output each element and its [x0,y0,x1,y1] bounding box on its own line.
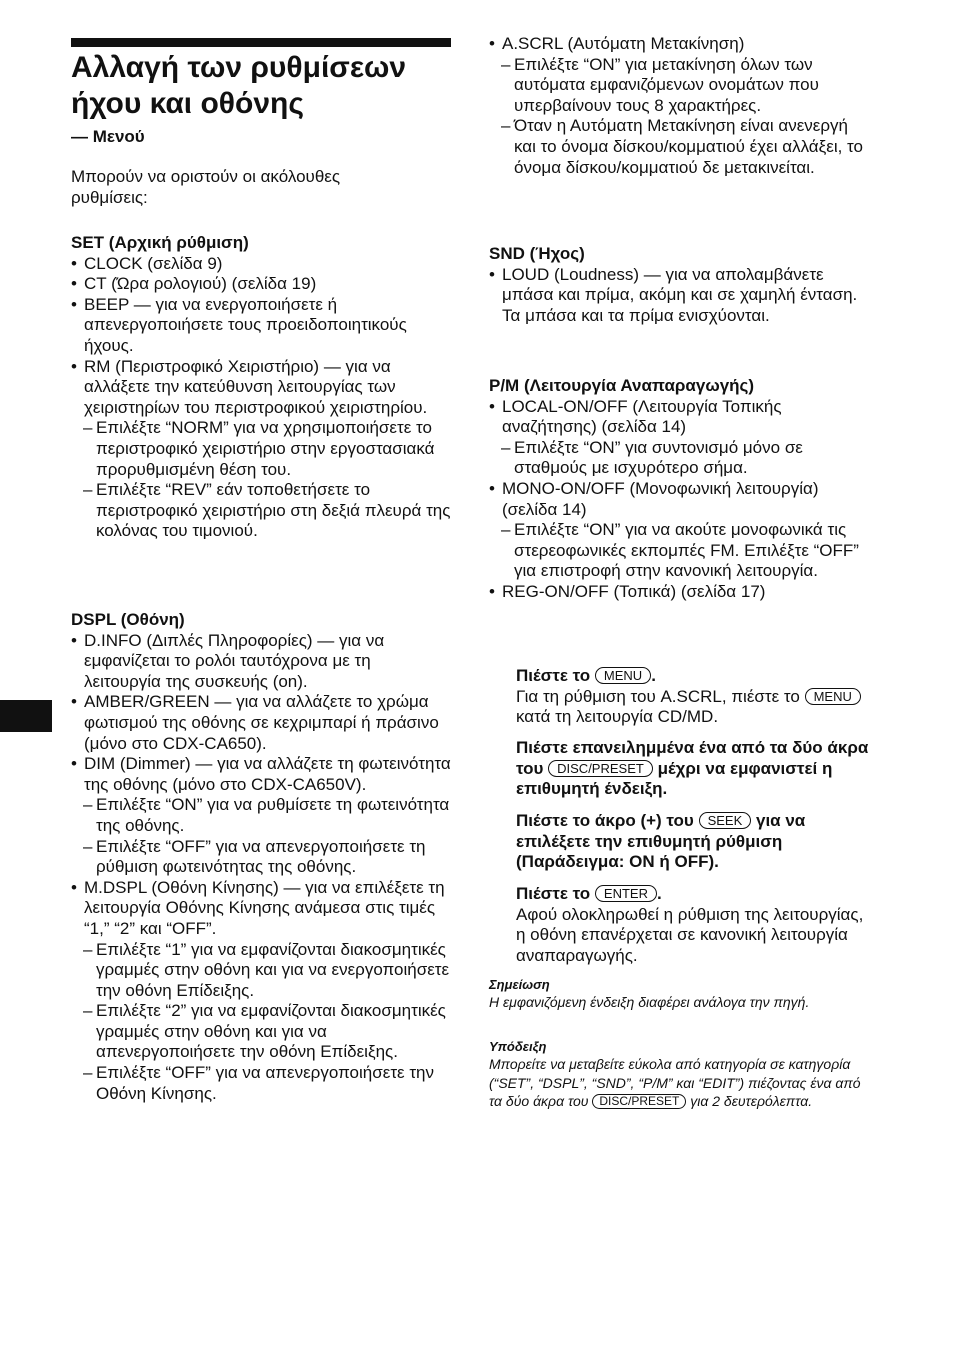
page-title: Αλλαγή των ρυθμίσεων ήχου και οθόνης [71,51,407,120]
list-item: • LOUD (Loudness) — για να απολαμβάνετε μπάσα και πρίμα, ακόμη και σε χαμηλή ένταση. Τα μπάσα και τα πρίμα ενισχύονται. [489,265,874,327]
section-heading-set: SET (Αρχική ρύθμιση) [71,233,249,252]
list-item: • REG-ON/OFF (Τοπικά) (σελίδα 17) [489,582,874,603]
section-heading-dspl: DSPL (Οθόνη) [71,610,185,629]
menu-key-icon: MENU [595,667,651,684]
set-list [71,254,451,542]
list-item: • AMBER/GREEN — για να αλλάζετε το χρώμα φωτισμού της οθόνης σε κεχριμπαρί ή πράσινο (μόνο στο CDX-CA650). [71,692,451,754]
list-item: • BEEP — για να ενεργοποιήσετε ή απενεργοποιήσετε τους προειδοποιητικούς ήχους. [71,295,451,357]
list-item: • CLOCK (σελίδα 9) [71,254,451,275]
disc-preset-key-icon: DISC/PRESET [548,760,653,777]
sub-list-item: – Επιλέξτε “ON” για μετακίνηση όλων των αυτόματα εμφανιζόμενων ονομάτων που υπερβαίνουν τους 8 χαρακτήρες. [489,55,869,117]
step-4: Πιέστε το ENTER . Αφού ολοκληρωθεί η ρύθμιση της λειτουργίας, η οθόνη επανέρχεται σε κανονική λειτουργία αναπαραγωγής. [516,884,864,965]
list-item: • LOCAL-ON/OFF (Λειτουργία Τοπικής αναζήτησης) (σελίδα 14) [489,397,874,438]
list-item: • CT (Ώρα ρολογιού) (σελίδα 19) [71,274,451,295]
list-item: • A.SCRL (Αυτόματη Μετακίνηση) [489,34,869,55]
sub-list-item: – Επιλέξτε “1” για να εμφανίζονται διακοσμητικές γραμμές στην οθόνη και για να ενεργοποιήσετε την οθόνη Επίδειξης. [71,940,451,1002]
note-box [489,976,869,1012]
sub-list-item: – Επιλέξτε “ON” για να ρυθμίσετε τη φωτεινότητα της οθόνης. [71,795,451,836]
sub-list-item: – Όταν η Αυτόματη Μετακίνηση είναι ανενεργή και το όνομα δίσκου/κομματιού έχει αλλάξει, το όνομα δίσκου/κομματιού δε μετακινείται. [489,116,869,178]
step-2: Πιέστε επανειλημμένα ένα από τα δύο άκρα του DISC/PRESET μέχρι να εμφανιστεί η επιθυμητή ένδειξη. [516,738,869,799]
set-section [71,233,451,542]
menu-key-icon: MENU [805,688,861,705]
title-rule [71,38,451,47]
list-item: • D.INFO (Διπλές Πληροφορίες) — για να εμφανίζεται το ρολόι ταυτόχρονα με τη λειτουργία της συσκευής (on). [71,631,451,693]
section-heading-snd: SND (Ήχος) [489,244,585,263]
tip-text: Μπορείτε να μεταβείτε εύκολα από κατηγορία σε κατηγορία (“SET”, “DSPL”, “SND”, “P/M” και “EDIT”) πιέζοντας ένα από τα δύο άκρα του DISC/PRESET για 2 δευτερόλεπτα. [489,1056,861,1109]
list-item: • RM (Περιστροφικό Χειριστήριο) — για να αλλάξετε την κατεύθυνση λειτουργίας των χειριστηρίων του περιστροφικού χειριστηρίου. [71,357,451,419]
sub-list-item: – Επιλέξτε “NORM” για να χρησιμοποιήσετε το περιστροφικό χειριστήριο στην εργοστασιακά προρυθμισμένη θέση του. [71,418,451,480]
list-item: • M.DSPL (Οθόνη Κίνησης) — για να επιλέξετε τη λειτουργία Οθόνης Κίνησης ανάμεσα στις τιμές “1,” “2” και “OFF”. [71,878,451,940]
language-tab-marker [0,700,52,732]
seek-key-icon: SEEK [699,812,752,829]
sub-list-item: – Επιλέξτε “ON” για συντονισμό μόνο σε σταθμούς με ισχυρότερο σήμα. [489,438,874,479]
sub-list-item: – Επιλέξτε “REV” εάν τοποθετήσετε το περιστροφικό χειριστήριο στη δεξιά πλευρά της κολόνας του τιμονιού. [71,480,451,542]
sub-list-item: – Επιλέξτε “OFF” για να απενεργοποιήσετε τη ρύθμιση φωτεινότητας της οθόνης. [71,837,451,878]
dspl-section [71,610,451,1104]
snd-section [489,244,874,326]
dspl-list [71,631,451,1105]
enter-key-icon: ENTER [595,885,657,902]
disc-preset-key-icon: DISC/PRESET [592,1094,686,1109]
sub-list-item: – Επιλέξτε “2” για να εμφανίζονται διακοσμητικές γραμμές στην οθόνη και για να απενεργοποιήσετε την οθόνη Επίδειξης. [71,1001,451,1063]
list-item: • MONO-ON/OFF (Μονοφωνική λειτουργία) (σελίδα 14) [489,479,874,520]
list-item: • DIM (Dimmer) — για να αλλάζετε τη φωτεινότητα της οθόνης (μόνο στο CDX-CA650V). [71,754,451,795]
sub-list-item: – Επιλέξτε “OFF” για να απενεργοποιήσετε την Οθόνη Κίνησης. [71,1063,451,1104]
section-heading-pm: P/M (Λειτουργία Αναπαραγωγής) [489,376,755,395]
intro-paragraph: Μπορούν να οριστούν οι ακόλουθες ρυθμίσεις: [71,167,341,207]
page-subtitle: — Μενού [71,127,145,146]
tip-heading: Υπόδειξη [489,1039,547,1054]
ascrl-section [489,34,869,178]
note-heading: Σημείωση [489,977,550,992]
note-text: Η εμφανιζόμενη ένδειξη διαφέρει ανάλογα την πηγή. [489,994,810,1010]
pm-section [489,376,874,603]
tip-box [489,1038,869,1111]
sub-list-item: – Επιλέξτε “ON” για να ακούτε μονοφωνικά τις στερεοφωνικές εκπομπές FM. Επιλέξτε “OFF” για επιστροφή στην κανονική λειτουργία. [489,520,874,582]
step-3: Πιέστε το άκρο (+) του SEEK για να επιλέξετε την επιθυμητή ρύθμιση (Παράδειγμα: ON ή OFF). [516,811,806,872]
step-1: Πιέστε το MENU . Για τη ρύθμιση του A.SCRL, πιέστε το MENU κατά τη λειτουργία CD/MD. [516,666,866,728]
